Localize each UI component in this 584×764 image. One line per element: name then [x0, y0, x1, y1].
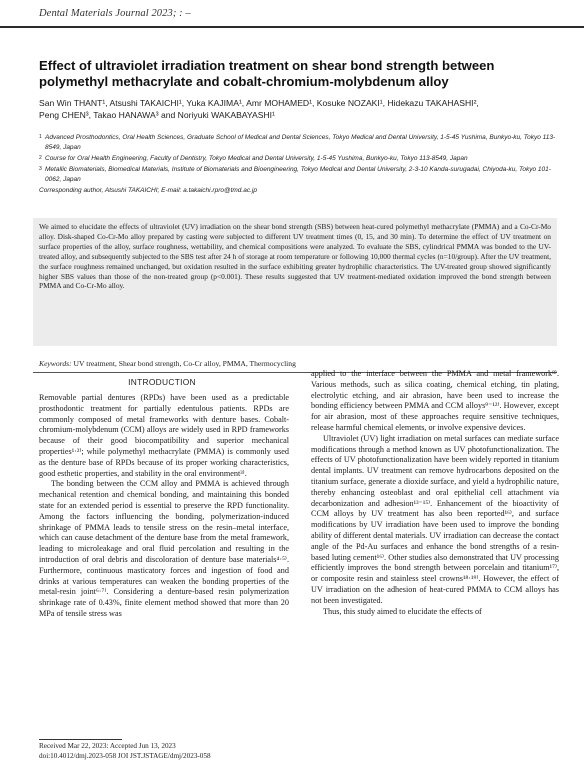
- corresponding-author: Corresponding author, Atsushi TAKAICHI; E-mail: a.takaichi.rpro@tmd.ac.jp: [39, 187, 257, 194]
- body-column-left: [39, 393, 289, 620]
- keywords-label: Keywords:: [39, 359, 72, 368]
- keywords-list: UV treatment, Shear bond strength, Co-Cr alloy, PMMA, Thermocycling: [71, 359, 296, 368]
- affiliation-text: Course for Oral Health Engineering, Faculty of Dentistry, Tokyo Medical and Dental University, 1-5-45 Yushima, Bunkyo-ku, Tokyo 113-8549, Japan: [45, 155, 468, 162]
- affiliations: [39, 133, 564, 196]
- paragraph: Removable partial dentures (RPDs) have been used as a predictable prosthodontic treatment for partially edentulous patients. RPDs are commonly composed of metal frameworks with denture bases. Cobalt-chromium-molybdenum (CCM) alloys are widely used in RPD frameworks because of their good biocompatibility and superior mechanical properties¹·²⁾; while polymethyl methacrylate (PMMA) is commonly used as the denture base of RPDs because of its proper working characteristics, good esthetic properties, and stability in the oral environment³⁾.: [39, 393, 289, 478]
- article-title: Effect of ultraviolet irradiation treatment on shear bond strength between polymethyl methacrylate and cobalt-chromium-molybdenum alloy: [39, 58, 495, 89]
- received-dates: Received Mar 22, 2023: Accepted Jun 13, 2023: [39, 742, 176, 750]
- affiliation-2: [39, 154, 564, 164]
- affiliation-mark: 3: [39, 166, 42, 172]
- affiliation-text: Advanced Prosthodontics, Oral Health Sciences, Graduate School of Medical and Dental Sciences, Tokyo Medical and Dental University, 1-5-45 Yushima, Bunkyo-ku, Tokyo 113-8549, Japan: [45, 134, 556, 151]
- affiliation-1: [39, 133, 564, 153]
- body-column-right: [311, 369, 559, 617]
- affiliation-text: Metallic Biomaterials, Biomedical Materials, Institute of Biomaterials and Bioengineering, Tokyo Medical and Dental University, 2-3-10 Kanda-surugadai, Chiyoda-ku, Tokyo 101-0062, Japan: [45, 166, 551, 183]
- authors-line-1: San Win THANT¹, Atsushi TAKAICHI¹, Yuka KAJIMA¹, Amr MOHAMED¹, Kosuke NOZAKI¹, Hidekazu TAKAHASHI²,: [39, 98, 479, 108]
- doi-line: doi:10.4012/dmj.2023-058 JOI JST.JSTAGE/dmj/2023-058: [39, 751, 211, 760]
- keywords: [39, 359, 559, 368]
- header-rule: [0, 26, 584, 28]
- paragraph: Ultraviolet (UV) light irradiation on metal surfaces can mediate surface modifications through a method known as UV photofunctionalization. The effects of UV photofunctionalization have been widely reported in titanium dental implants. UV treatment can remove hydrocarbons deposited on the titanium surface, generate a dioxide surface, and yield a hydrophilic nature, thereby enhancing osteoblast and oral epithelial cell attachment via decarbonization and adhesion¹³⁻¹⁵⁾. Enhancement of the bioactivity of CCM alloys by UV treatment has also been reported¹⁶⁾, and surface modifications by UV irradiation have been used to improve the bonding ability of different dental materials. UV irradiation can decrease the contact angle of the Pd-Au surfaces and enhance the bond strengths of a resin-based luting cement¹⁶⁾. Other studies also demonstrated that UV processing efficiently improves the bond strength between porcelain and titanium¹⁷⁾, or composite resin and stainless steel crowns¹⁸·¹⁹⁾. However, the effect of UV irradiation on the adhesion of heat-cured PMMA to CCM alloys has not been investigated.: [311, 433, 559, 605]
- footnote: [39, 742, 211, 761]
- affiliation-mark: 1: [39, 134, 42, 140]
- paragraph: The bonding between the CCM alloy and PMMA is achieved through mechanical retention and chemical bonding, and maintaining this bonded state for an extended period is essential to preserve the RPD functionality. Among the factors influencing the bonding, polymerization-induced shrinkage of PMMA leads to tensile stress on the resin–metal interface, which can cause detachment of the denture base from the metal framework, leading to microleakage and oral fluid percolation and resulting in the introduction of oral debris and discoloration of denture base materials⁴·⁵⁾. Furthermore, continuous masticatory forces and ingestion of food and drinks at various temperatures can weaken the bonding properties of the metal-resin joint⁶·⁷⁾. Considering a denture-based resin polymerization shrinkage rate of 0.43%, finite element method showed that more than 20 MPa of tensile stress was: [39, 479, 289, 618]
- paragraph: applied to the interface between the PMMA and metal framework⁸⁾. Various methods, such as silica coating, chemical etching, tin plating, electrolytic etching, and air abrasion, have been used to increase the bonding efficiency between PMMA and CCM alloys⁹⁻¹²⁾. However, except for air abrasion, most of these approaches require sensitive techniques, release harmful chemical elements, or involve expensive devices.: [311, 369, 559, 432]
- paragraph: Thus, this study aimed to elucidate the effects of: [323, 606, 482, 616]
- journal-running-header: Dental Materials Journal 2023; : –: [39, 8, 191, 19]
- abstract-text: We aimed to elucidate the effects of ultraviolet (UV) irradiation on the shear bond strength (SBS) between heat-cured polymethyl methacrylate (PMMA) and a Co-Cr-Mo alloy. Disk-shaped Co-Cr-Mo alloy prepared by casting were subjected to different UV treatment times (0, 15, and 30 min). To determine the effect of UV treatment on surface properties of the alloy, surface roughness, wettability, and chemical compositions were analyzed. To evaluate the SBS, cylindrical PMMA was bonded to the UV-treated alloy, and subsequently subjected to the SBS test after 24 h of storage at room temperature or following 10,000 thermal cycles (n=10/group). After the UV treatment, the surface roughness remained unchanged, but oxidation resulted in the surface exhibiting greater hydrophilic characteristics. The UV-treated group showed significantly higher SBS values than those of the non-treated group (p<0.001). These results suggested that UV treatment-mediated oxidation improved the bond strength between PMMA and Co-Cr-Mo alloy.: [39, 222, 551, 291]
- authors-line-2: Peng CHEN³, Takao HANAWA³ and Noriyuki WAKABAYASHI¹: [39, 109, 275, 120]
- affiliation-3: [39, 165, 564, 185]
- author-list: [39, 98, 564, 121]
- affiliation-mark: 2: [39, 155, 42, 161]
- footnote-rule: [39, 739, 122, 740]
- section-heading-introduction: INTRODUCTION: [128, 377, 196, 387]
